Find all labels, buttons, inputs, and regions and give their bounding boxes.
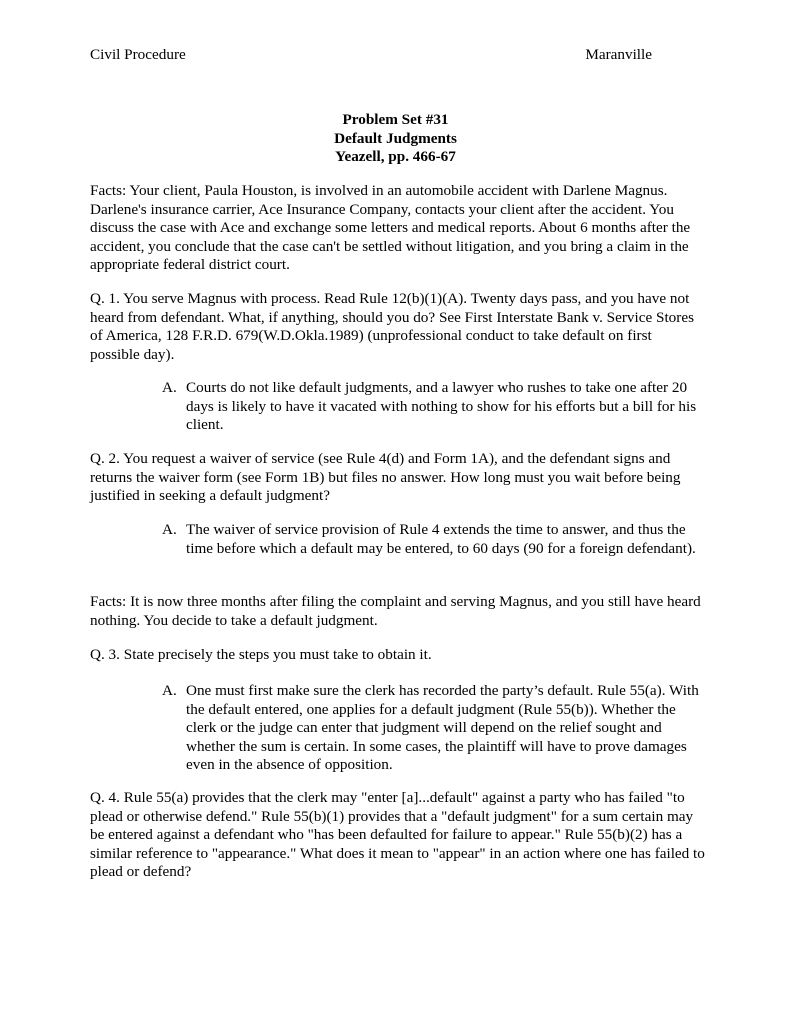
answer-text: Courts do not like default judgments, and a lawyer who rushes to take one after 20 days is likely to have it vacated with nothing to show for his efforts but a bill for his client. xyxy=(186,379,697,433)
question-2: Q. 2. You request a waiver of service (see Rule 4(d) and Form 1A), and the defendant signs and returns the waiver form (see Form 1B) but files no answer. How long must you wait before being justified in seeking a default judgment? xyxy=(90,450,681,504)
answer-text: One must first make sure the clerk has recorded the party’s default. Rule 55(a). With the default entered, one applies for a default judgment (Rule 55(b)). Whether the clerk or the judge can enter that judgment will depend on the relief sought and whether the sum is certain. In some cases, the plaintiff will have to prove damages even in the absence of opposition. xyxy=(186,682,699,773)
facts-paragraph-2: Facts: It is now three months after filing the complaint and serving Magnus, and you still have heard nothing. You decide to take a default judgment. xyxy=(90,593,701,629)
page-header xyxy=(90,46,652,65)
question-1: Q. 1. You serve Magnus with process. Read Rule 12(b)(1)(A). Twenty days pass, and you have not heard from defendant. What, if anything, should you do? See First Interstate Bank v. Service Stores of America, 128 F.R.D. 679(W.D.Okla.1989) (unprofessional conduct to take default on first possible day). xyxy=(90,290,694,363)
facts-paragraph-1: Facts: Your client, Paula Houston, is involved in an automobile accident with Darlene Magnus. Darlene's insurance carrier, Ace Insurance Company, contacts your client after the accident. You discuss the case with Ace and exchange some letters and medical reports. About 6 months after the accident, you conclude that the case can't be settled without litigation, and you bring a claim in the appropriate federal district court. xyxy=(90,182,691,273)
reading-reference: Yeazell, pp. 466-67 xyxy=(335,148,456,165)
author-name: Maranville xyxy=(585,46,652,63)
answer-marker: A. xyxy=(162,521,177,538)
question-4: Q. 4. Rule 55(a) provides that the clerk may "enter [a]...default" against a party who has failed "to plead or otherwise defend." Rule 55(b)(1) provides that a "default judgment" for a sum certain may be entered against a defendant who "has been defaulted for failure to appear." Rule 55(b)(2) has a similar reference to "appearance." What does it mean to "appear" in an action where one has failed to plead or defend? xyxy=(90,789,705,880)
topic-title: Default Judgments xyxy=(334,129,457,147)
answer-marker: A. xyxy=(162,379,177,396)
answer-marker: A. xyxy=(162,682,177,699)
question-3: Q. 3. State precisely the steps you must take to obtain it. xyxy=(90,646,432,663)
course-name: Civil Procedure xyxy=(90,46,186,63)
problem-set-title: Problem Set #31 xyxy=(342,111,449,128)
title-block xyxy=(0,111,791,167)
answer-text: The waiver of service provision of Rule 4 extends the time to answer, and thus the time before which a default may be entered, to 60 days (90 for a foreign defendant). xyxy=(186,521,696,557)
